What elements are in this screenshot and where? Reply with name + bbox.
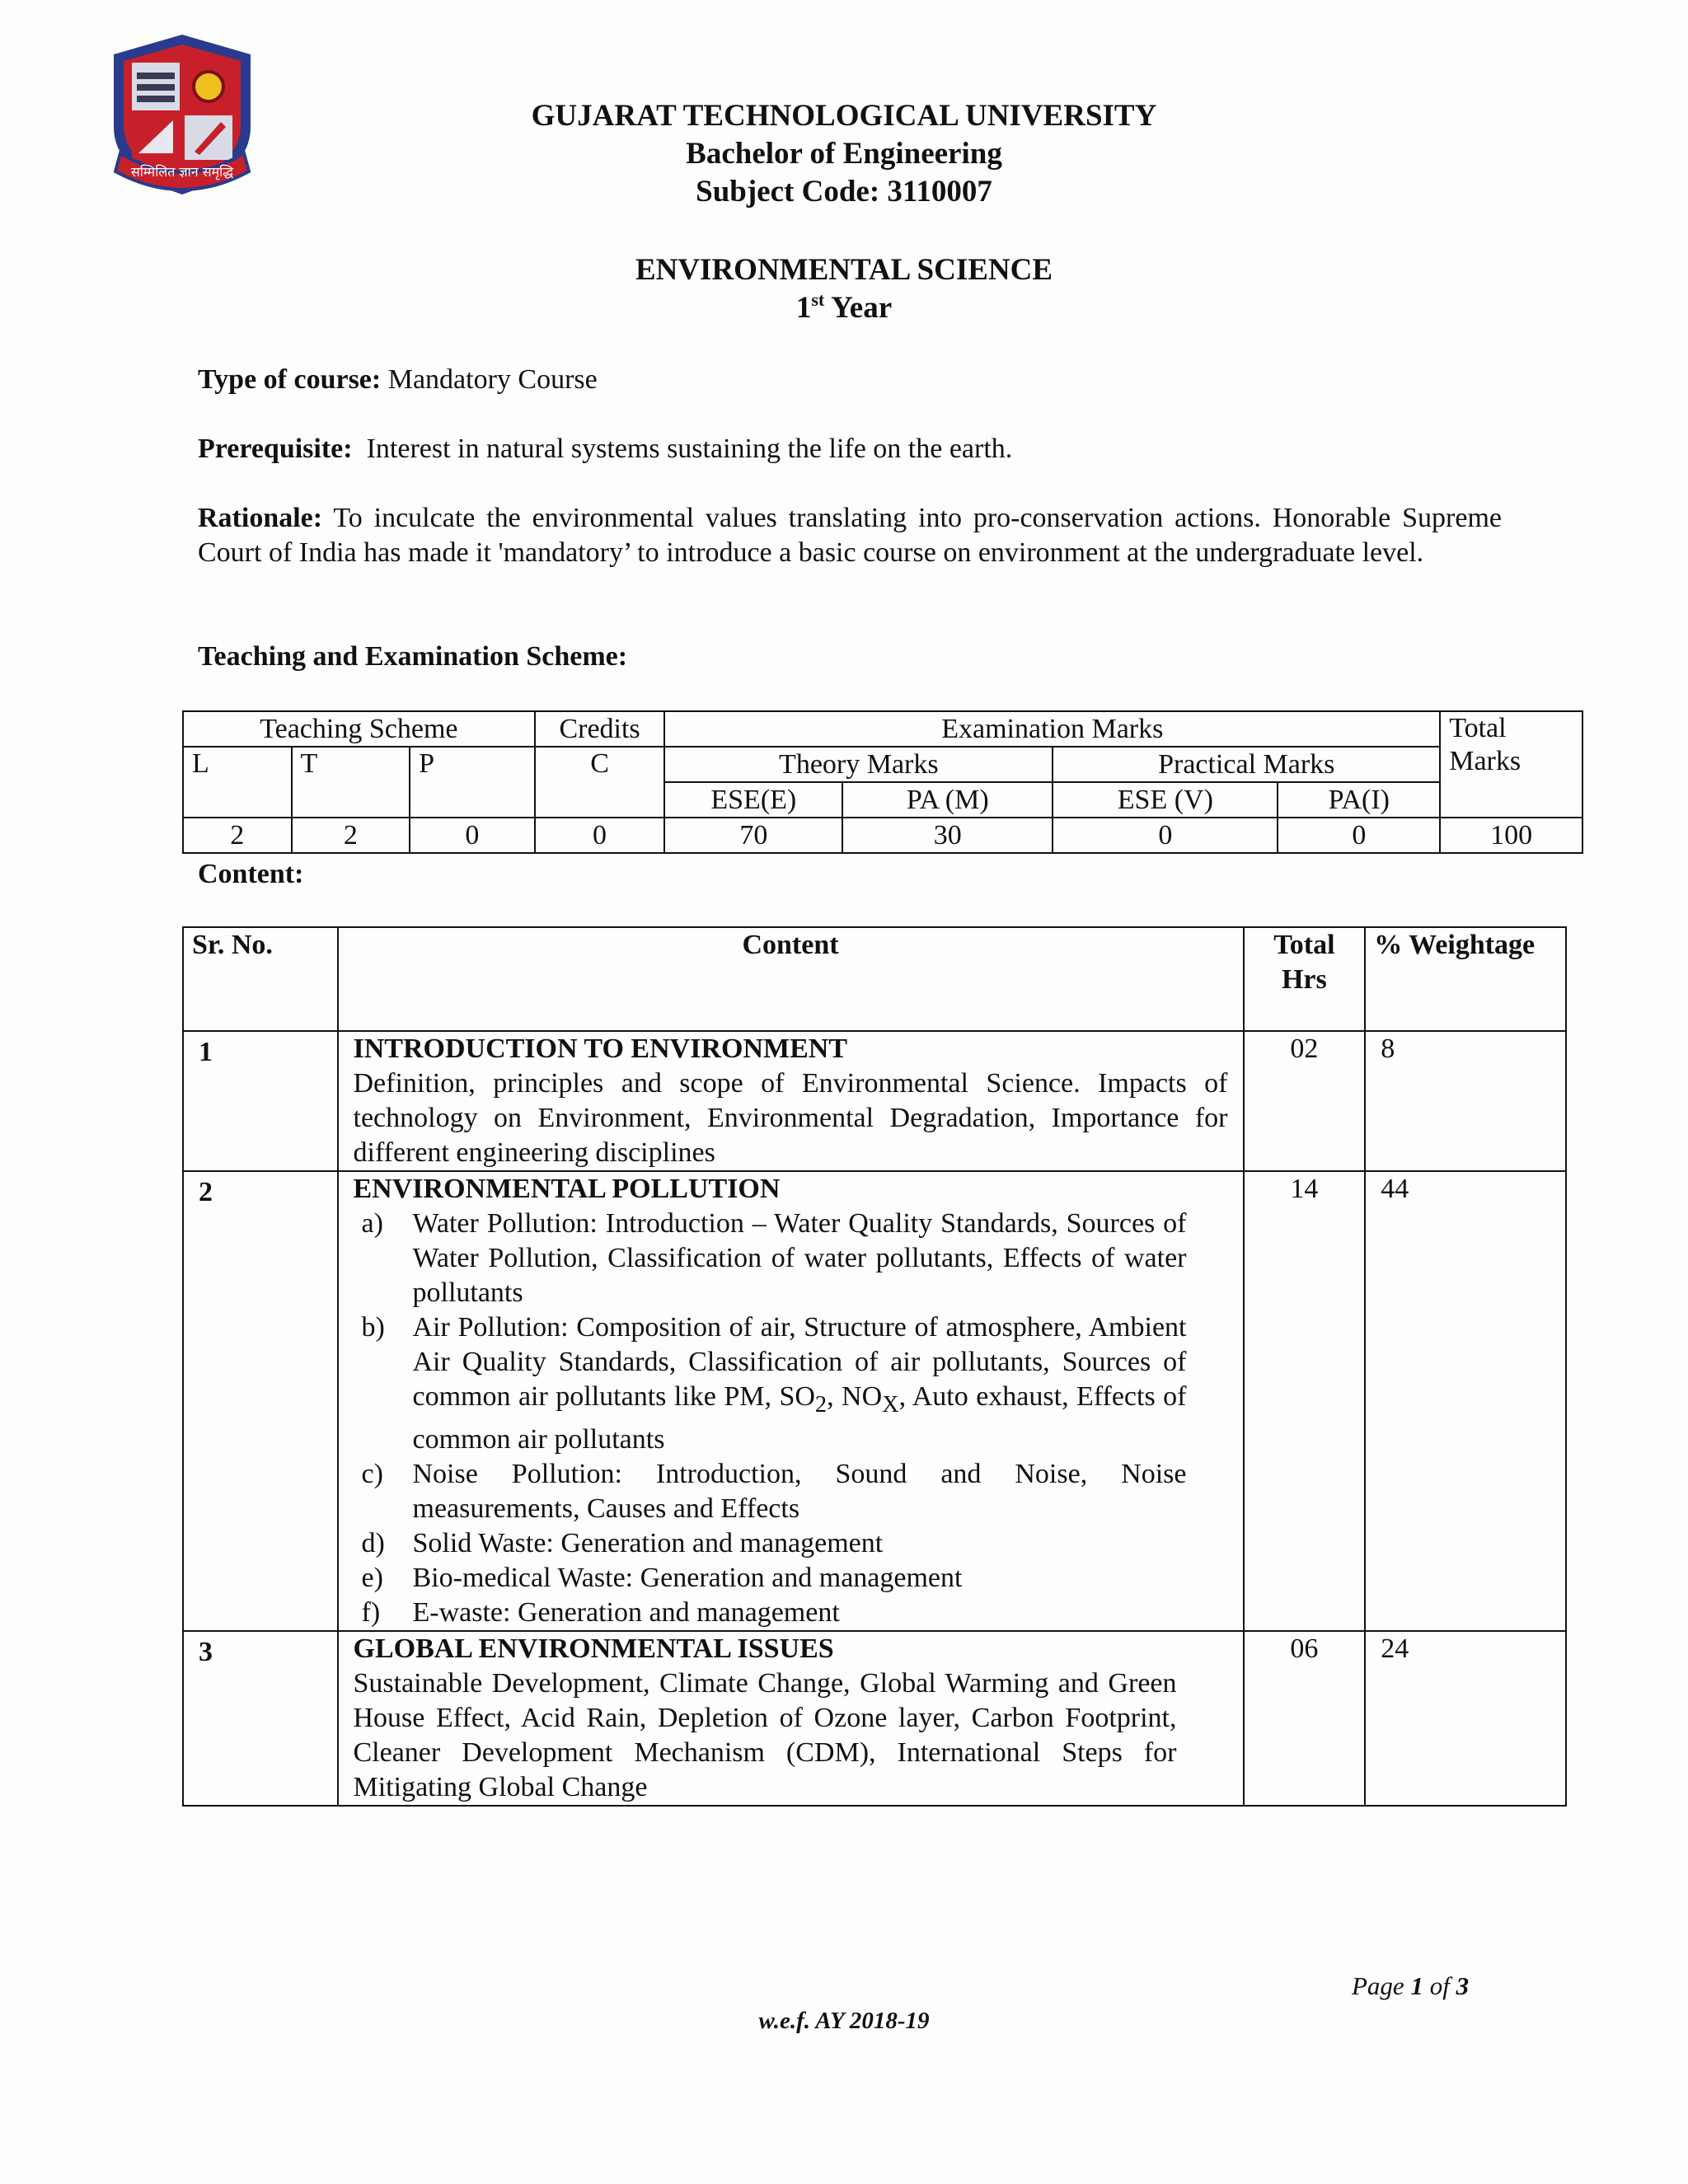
header-block: [0, 97, 1688, 211]
l-value: 2: [183, 818, 292, 853]
c-value: 0: [535, 818, 665, 853]
table-row: [183, 1031, 1566, 1171]
practical-marks-header: Practical Marks: [1053, 747, 1440, 782]
ese-v-header: ESE (V): [1053, 782, 1278, 818]
row-weight: 8: [1365, 1031, 1566, 1171]
credits-header: Credits: [535, 711, 665, 747]
content-header-row: [183, 927, 1566, 1031]
exam-marks-header: Examination Marks: [664, 711, 1440, 747]
prerequisite: Prerequisite: Interest in natural systems sustaining the life on the earth.: [198, 434, 1013, 464]
content-label: Content:: [198, 859, 304, 889]
content-table: [182, 926, 1567, 1807]
list-item: b) Air Pollution: Composition of air, Structure of atmosphere, Ambient Air Quality Standards, Classification of air pollutants, Sources of common air pollutants like PM, $SO_2$, $NO_X$, Auto exhaust, Effects of common air pollutants: [361, 1312, 1187, 1455]
l-header: L: [183, 747, 292, 818]
row-text: Definition, principles and scope of Environmental Science. Impacts of technology on Environment, Environmental Degradation, Importance for different engineering disciplines: [353, 1068, 1228, 1168]
row-content: [338, 1171, 1244, 1631]
pa-i-header: PA(I): [1278, 782, 1440, 818]
row-sr: 2: [183, 1171, 338, 1631]
program-name: Bachelor of Engineering: [686, 137, 1002, 171]
effective-year: w.e.f. AY 2018-19: [758, 2008, 930, 2034]
pa-m-value: 30: [842, 818, 1053, 853]
content-header: Content: [338, 927, 1244, 1031]
pa-i-value: 0: [1278, 818, 1440, 853]
total-marks-header: Total Marks: [1440, 711, 1582, 818]
ese-e-value: 70: [664, 818, 842, 853]
row-text: Sustainable Development, Climate Change, Global Warming and Green House Effect, Acid Rain, Depletion of Ozone layer, Carbon Footprint, Cleaner Development Mechanism (CDM), International Steps for Mitigating Global Change: [353, 1667, 1177, 1802]
list-item: a) Water Pollution: Introduction – Water Quality Standards, Sources of Water Pollution, Classification of water pollutants, Effects of water pollutants: [361, 1208, 1187, 1308]
logo-motto: सम्मिलित ज्ञान समृद्धि: [130, 164, 234, 180]
year-line: 1st Year: [795, 289, 893, 325]
row-title: INTRODUCTION TO ENVIRONMENT: [353, 1033, 847, 1064]
c-header: C: [535, 747, 665, 818]
list-item: c) Noise Pollution: Introduction, Sound and Noise, Noise measurements, Causes and Effects: [361, 1458, 1187, 1524]
list-item: f) E-waste: Generation and management: [361, 1596, 840, 1628]
ese-v-value: 0: [1053, 818, 1278, 853]
row-weight: 44: [1365, 1171, 1566, 1631]
row-title: GLOBAL ENVIRONMENTAL ISSUES: [353, 1633, 834, 1664]
list-item: e) Bio-medical Waste: Generation and management: [361, 1562, 963, 1593]
rationale: Rationale: To inculcate the environmental values translating into pro-conservation actions. Honorable Supreme Court of India has made it 'mandatory’ to introduce a basic course on environment at the undergraduate level.: [198, 503, 1503, 568]
subject-block: [0, 251, 1688, 327]
row-hrs: 02: [1244, 1031, 1366, 1171]
scheme-title: Teaching and Examination Scheme:: [198, 641, 628, 672]
theory-marks-header: Theory Marks: [664, 747, 1053, 782]
page-number: Page 1 of 3: [1352, 1971, 1470, 2000]
row-content: [338, 1631, 1244, 1806]
t-value: 2: [292, 818, 410, 853]
subject-code: Subject Code: 3110007: [696, 175, 992, 209]
scheme-table: [182, 710, 1583, 854]
total-value: 100: [1440, 818, 1582, 853]
row-hrs: 14: [1244, 1171, 1366, 1631]
course-type: Type of course: Mandatory Course: [198, 364, 598, 395]
p-header: P: [410, 747, 535, 818]
p-value: 0: [410, 818, 535, 853]
weightage-header: % Weightage: [1365, 927, 1566, 1031]
hrs-header: Total Hrs: [1244, 927, 1366, 1031]
university-name: GUJARAT TECHNOLOGICAL UNIVERSITY: [531, 99, 1157, 133]
row-hrs: 06: [1244, 1631, 1366, 1806]
ese-e-header: ESE(E): [664, 782, 842, 818]
row-weight: 24: [1365, 1631, 1566, 1806]
row-sr: 3: [183, 1631, 338, 1806]
t-header: T: [292, 747, 410, 818]
row-sr: 1: [183, 1031, 338, 1171]
pa-m-header: PA (M): [842, 782, 1053, 818]
sr-header: Sr. No.: [183, 927, 338, 1031]
table-row: [183, 1171, 1566, 1631]
subject-title: ENVIRONMENTAL SCIENCE: [635, 253, 1053, 287]
row-content: [338, 1031, 1244, 1171]
list-item: d) Solid Waste: Generation and management: [361, 1527, 884, 1558]
teaching-scheme-header: Teaching Scheme: [183, 711, 535, 747]
pollution-list: [354, 1207, 1228, 1630]
row-title: ENVIRONMENTAL POLLUTION: [353, 1174, 781, 1204]
table-row: [183, 1631, 1566, 1806]
